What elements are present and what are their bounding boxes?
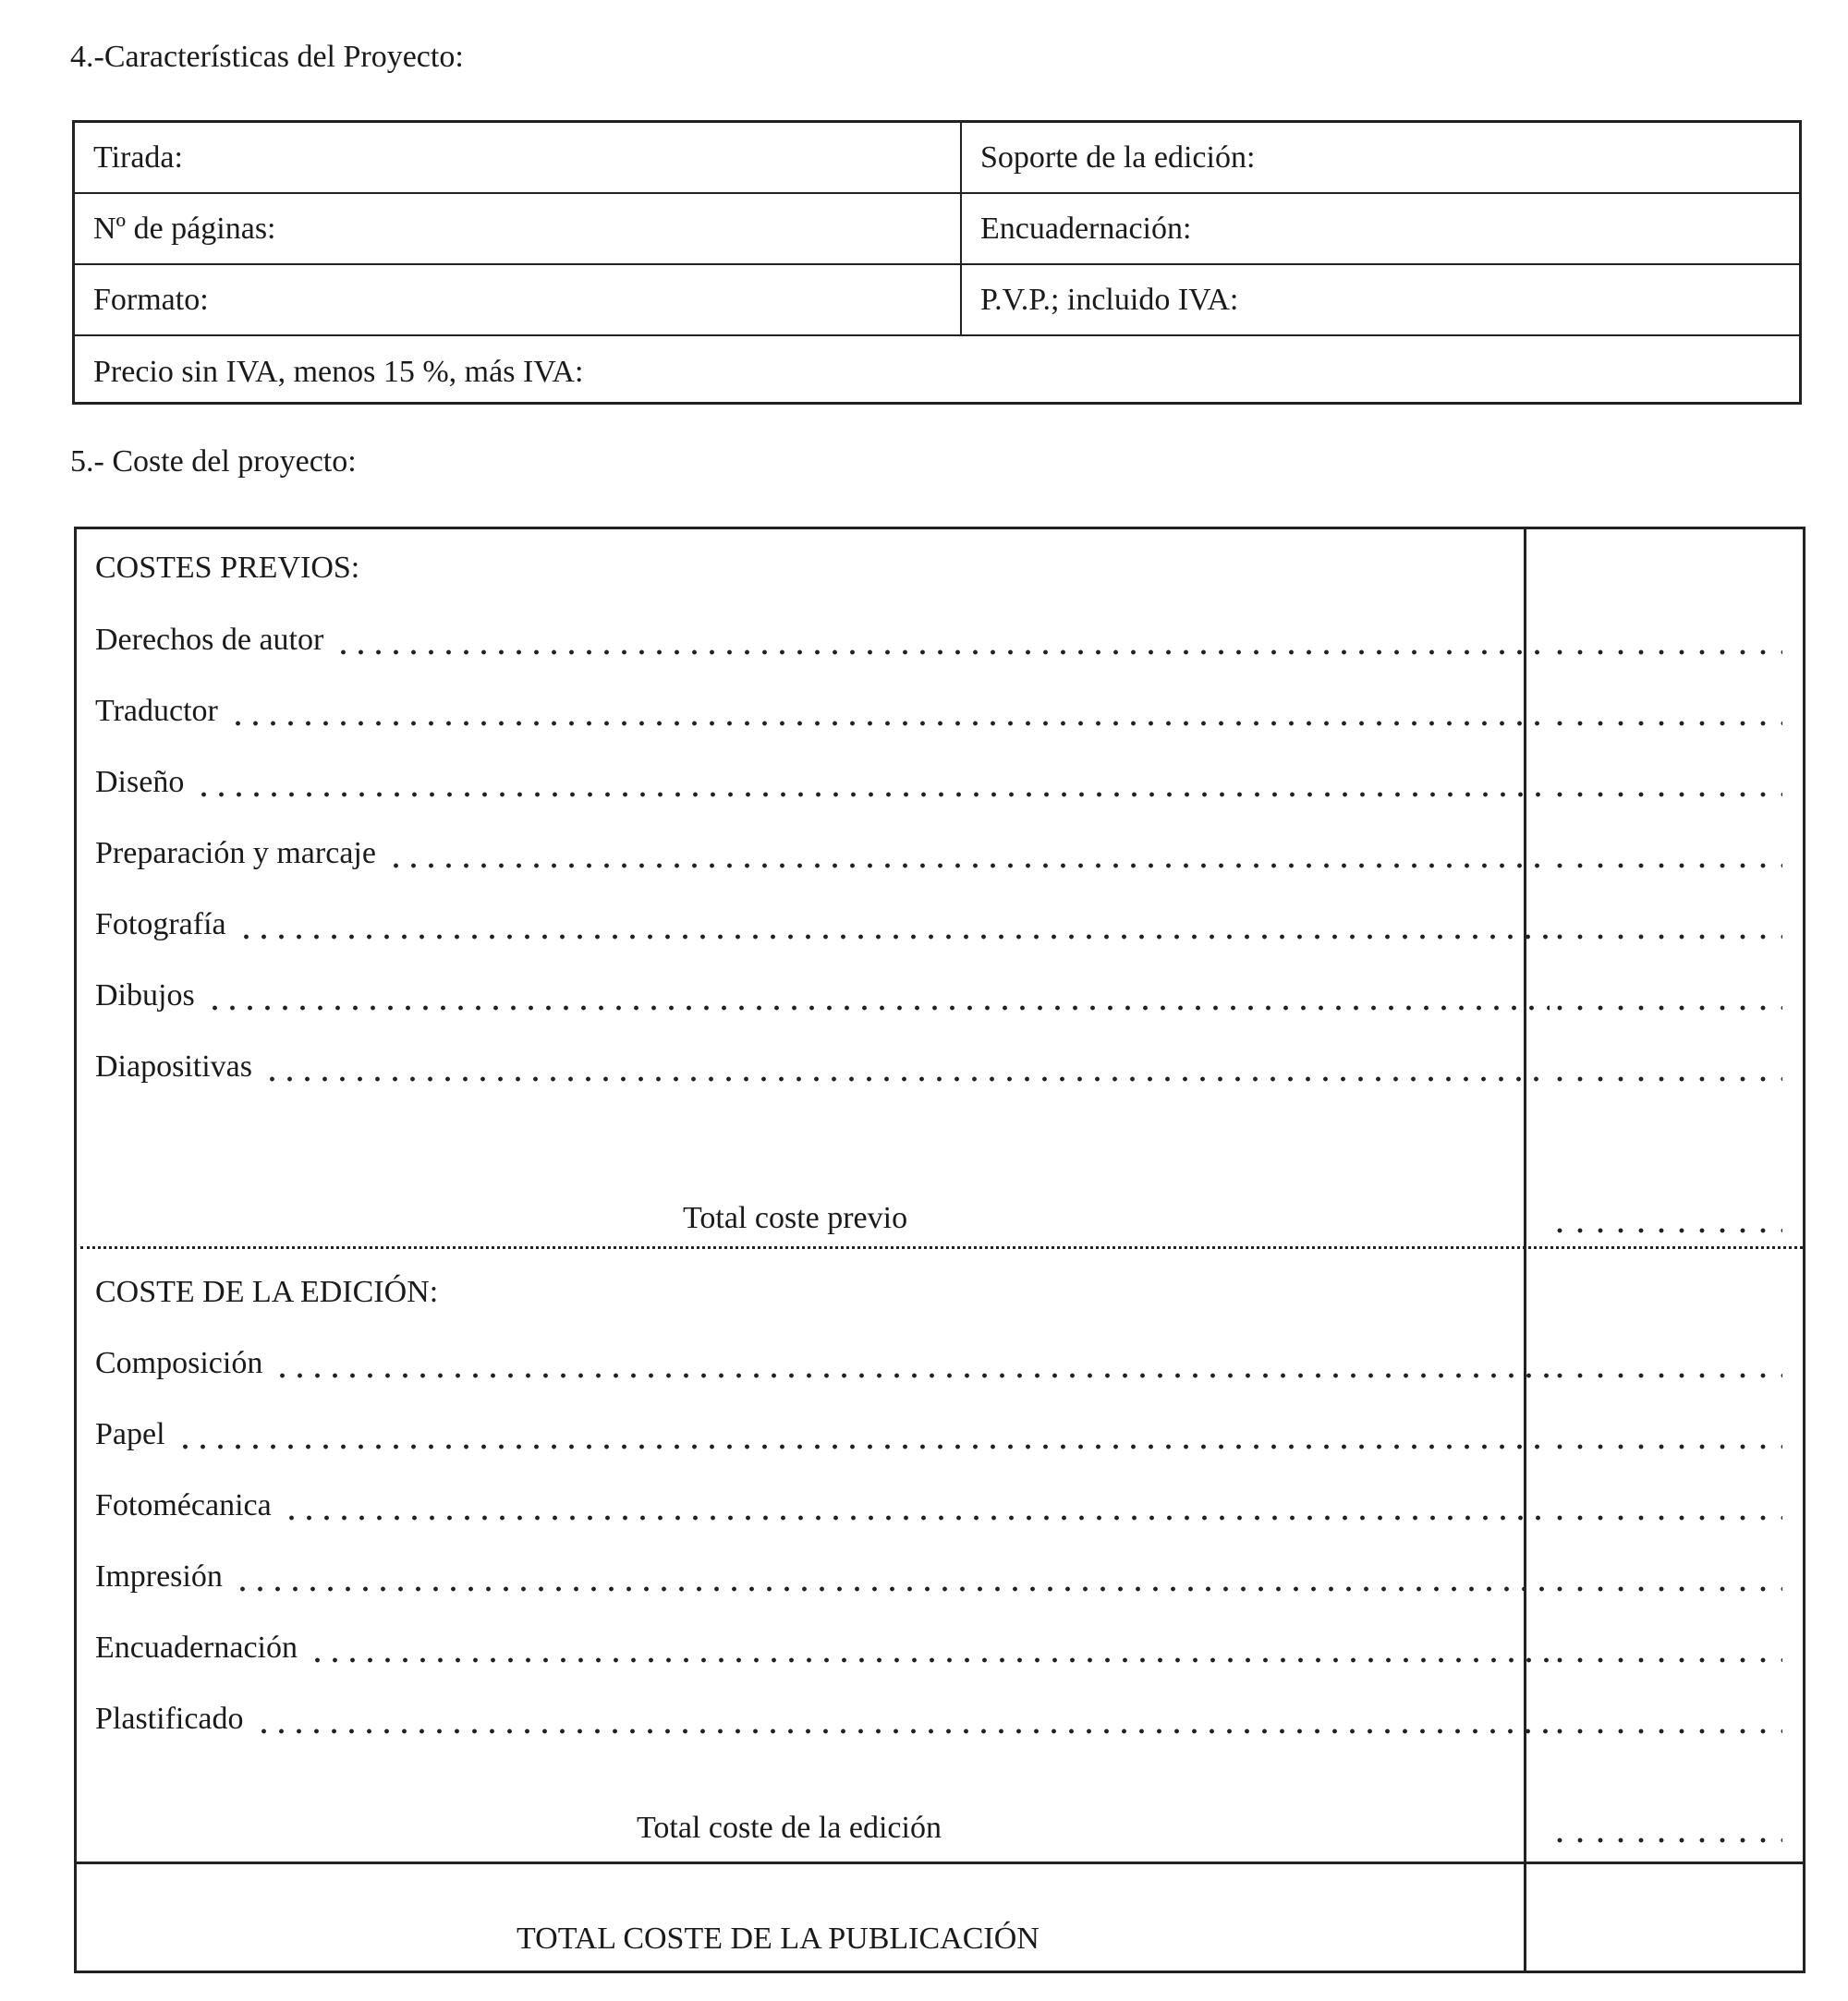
project-cost-table [74, 527, 1805, 1973]
cost-line-label: Impresión [95, 1559, 223, 1594]
cost-line-label: Composición [95, 1346, 263, 1380]
cost-line-label: Diseño [95, 765, 185, 799]
cost-line-label: Fotografía [95, 907, 226, 941]
cost-line-label: Encuadernación [95, 1631, 298, 1665]
features-row [75, 123, 1799, 194]
amount-column-divider [1524, 529, 1526, 1971]
cost-line-label: Diapositivas [95, 1049, 252, 1084]
cost-line [95, 1487, 1550, 1524]
dot-leader [206, 977, 1550, 1014]
cost-line-label: Dibujos [95, 978, 195, 1013]
cost-line-label: Preparación y marcaje [95, 836, 376, 870]
amount-blank [1550, 1416, 1782, 1453]
amount-blank [1550, 1487, 1782, 1524]
precio-sin-iva-field: Precio sin IVA, menos 15 %, más IVA: [93, 354, 584, 389]
cost-line [95, 693, 1550, 730]
dot-leader [176, 1416, 1550, 1453]
soporte-field: Soporte de la edición: [980, 139, 1256, 175]
paginas-field: Nº de páginas: [75, 194, 962, 263]
cost-line [95, 1630, 1550, 1667]
amount-blank [1550, 906, 1782, 943]
cost-line-label: Papel [95, 1417, 165, 1451]
amount-blank [1550, 1200, 1782, 1237]
cost-line [95, 1558, 1550, 1595]
amount-blank [1550, 1630, 1782, 1667]
edition-total-label: Total coste de la edición [637, 1811, 942, 1845]
grand-total-divider [77, 1862, 1803, 1864]
cost-line [95, 977, 1550, 1014]
prior-costs-title: COSTES PREVIOS: [95, 551, 360, 585]
features-row [75, 265, 1799, 336]
section-5-heading: 5.- Coste del proyecto: [70, 444, 357, 479]
dot-leader [234, 1558, 1550, 1595]
dot-leader [274, 1345, 1550, 1382]
amount-blank [1550, 1345, 1782, 1382]
cost-line [95, 906, 1550, 943]
features-row [75, 336, 1799, 407]
dot-leader [263, 1049, 1550, 1085]
features-row [75, 194, 1799, 265]
formato-field: Formato: [75, 265, 962, 334]
cost-line-label: Plastificado [95, 1702, 244, 1736]
dotted-divider [80, 1246, 1803, 1249]
cost-line [95, 1416, 1550, 1453]
amount-blank [1550, 1049, 1782, 1085]
dot-leader [387, 835, 1550, 872]
dot-leader [229, 693, 1550, 730]
cost-line [95, 1049, 1550, 1085]
encuadernacion-field: Encuadernación: [980, 211, 1192, 246]
dot-leader [334, 622, 1550, 659]
amount-blank [1550, 764, 1782, 801]
edition-costs-title: COSTE DE LA EDICIÓN: [95, 1275, 439, 1309]
amount-blank [1550, 1701, 1782, 1738]
cost-line-label: Traductor [95, 694, 218, 728]
amount-blank [1550, 1558, 1782, 1595]
dot-leader [283, 1487, 1550, 1524]
grand-total-label: TOTAL COSTE DE LA PUBLICACIÓN [517, 1922, 1040, 1956]
amount-blank [1550, 835, 1782, 872]
cost-line [95, 622, 1550, 659]
amount-blank [1550, 977, 1782, 1014]
dot-leader [255, 1701, 1550, 1738]
amount-blank [1550, 622, 1782, 659]
cost-line [95, 1345, 1550, 1382]
dot-leader [237, 906, 1550, 943]
pvp-field: P.V.P.; incluido IVA: [980, 282, 1239, 317]
amount-blank [1550, 693, 1782, 730]
dot-leader [195, 764, 1550, 801]
cost-line [95, 764, 1550, 801]
prior-total-label: Total coste previo [683, 1201, 908, 1235]
tirada-field: Tirada: [75, 123, 962, 192]
project-features-table [72, 120, 1802, 405]
cost-line [95, 835, 1550, 872]
cost-line-label: Fotomécanica [95, 1488, 272, 1522]
section-4-heading: 4.-Características del Proyecto: [70, 40, 464, 74]
cost-line [95, 1701, 1550, 1738]
dot-leader [309, 1630, 1550, 1667]
cost-line-label: Derechos de autor [95, 623, 324, 657]
amount-blank [1550, 1810, 1782, 1847]
